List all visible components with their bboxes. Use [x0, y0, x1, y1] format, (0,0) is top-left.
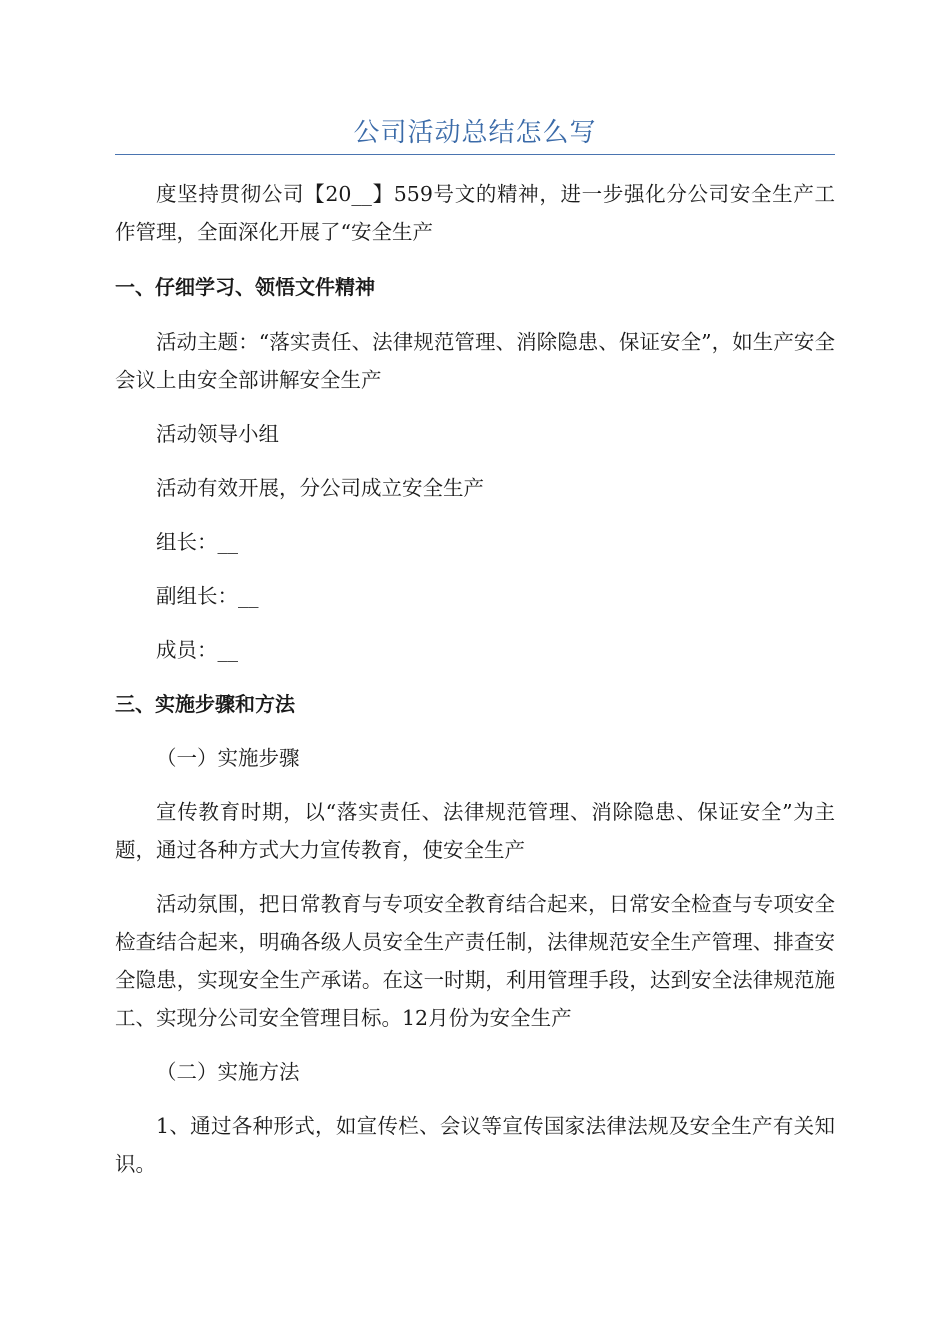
paragraph-leadership-group: 活动领导小组	[156, 422, 279, 446]
section-heading-1: 一、仔细学习、领悟文件精神	[115, 275, 375, 299]
paragraph-method-1: 1、通过各种形式，如宣传栏、会议等宣传国家法律法规及安全生产有关知识。	[115, 1114, 835, 1176]
paragraph-theme: 活动主题：“落实责任、法律规范管理、消除隐患、保证安全”，如生产安全会议上由安全部讲解安全生产	[115, 330, 835, 392]
subsection-heading-methods: （二）实施方法	[156, 1060, 300, 1084]
title-underline	[115, 154, 835, 155]
paragraph-publicity: 宣传教育时期，以“落实责任、法律规范管理、消除隐患、保证安全”为主题，通过各种方式大力宣传教育，使安全生产	[115, 800, 835, 862]
section-heading-3: 三、实施步骤和方法	[115, 692, 295, 716]
paragraph-members: 成员：__	[156, 638, 238, 662]
paragraph-group-established: 活动有效开展，分公司成立安全生产	[156, 476, 484, 500]
paragraph-atmosphere: 活动氛围，把日常教育与专项安全教育结合起来，日常安全检查与专项安全检查结合起来，明确各级人员安全生产责任制，法律规范安全生产管理、排查安全隐患，实现安全生产承诺。在这一时期，利用管理手段，达到安全法律规范施工、实现分公司安全管理目标。12月份为安全生产	[115, 892, 835, 1030]
subsection-heading-steps: （一）实施步骤	[156, 746, 300, 770]
document-body	[115, 175, 835, 1183]
document-title: 公司活动总结怎么写	[353, 118, 597, 148]
paragraph-group-leader: 组长：__	[156, 530, 238, 554]
paragraph-intro: 度坚持贯彻公司【20__】559号文的精神，进一步强化分公司安全生产工作管理，全面深化开展了“安全生产	[115, 182, 835, 244]
paragraph-deputy-leader: 副组长：__	[156, 584, 259, 608]
